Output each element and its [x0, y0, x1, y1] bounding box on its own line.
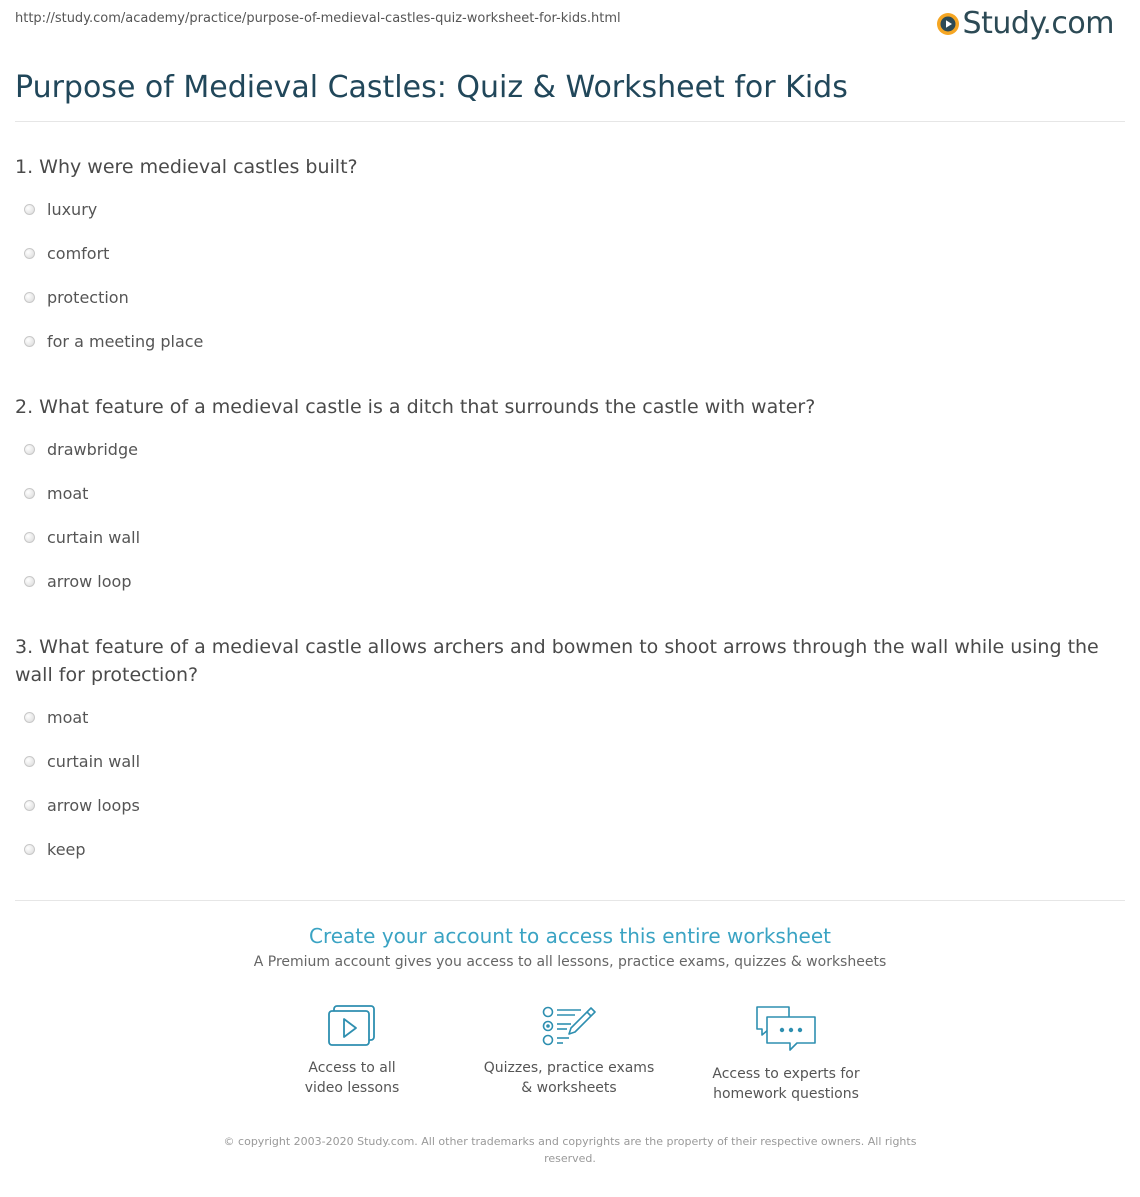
option-label: moat [47, 484, 89, 503]
radio-button[interactable] [24, 844, 35, 855]
answer-option[interactable] [24, 244, 109, 263]
answer-option[interactable] [24, 796, 140, 815]
option-label: moat [47, 708, 89, 727]
promo-subtitle: A Premium account gives you access to all lessons, practice exams, quizzes & worksheets [253, 954, 887, 970]
radio-button[interactable] [24, 336, 35, 347]
logo-play-icon [936, 12, 960, 36]
option-label: arrow loops [47, 796, 140, 815]
question-text: 2. What feature of a medieval castle is a ditch that surrounds the castle with water? [15, 396, 816, 418]
promo-divider [15, 900, 1125, 901]
question-text: 1. Why were medieval castles built? [15, 156, 358, 178]
radio-button[interactable] [24, 444, 35, 455]
radio-button[interactable] [24, 800, 35, 811]
option-label: drawbridge [47, 440, 138, 459]
radio-button[interactable] [24, 712, 35, 723]
copyright-footer: © copyright 2003-2020 Study.com. All other trademarks and copyrights are the property of their respective owners. All rights reserved. [223, 1135, 917, 1165]
feature-label: Access to all video lessons [304, 1060, 400, 1096]
radio-button[interactable] [24, 204, 35, 215]
feature-quizzes [469, 1004, 669, 1098]
question-text: 3. What feature of a medieval castle allows archers and bowmen to shoot arrows through the wall while using the wall for protection? [15, 636, 1099, 686]
radio-button[interactable] [24, 756, 35, 767]
answer-option[interactable] [24, 288, 129, 307]
option-label: for a meeting place [47, 332, 204, 351]
option-label: curtain wall [47, 752, 141, 771]
answer-option[interactable] [24, 332, 203, 351]
study-logo[interactable] [936, 6, 1114, 41]
answer-option[interactable] [24, 200, 97, 219]
radio-button[interactable] [24, 488, 35, 499]
radio-button[interactable] [24, 248, 35, 259]
chat-bubbles-icon [753, 1004, 819, 1054]
page-url: http://study.com/academy/practice/purpose-of-medieval-castles-quiz-worksheet-for-kids.html [15, 11, 621, 26]
option-label: luxury [47, 200, 98, 219]
quiz-checklist-icon [541, 1004, 597, 1048]
answer-option[interactable] [24, 528, 140, 547]
feature-label: Access to experts for homework questions [712, 1066, 860, 1102]
page-title: Purpose of Medieval Castles: Quiz & Worksheet for Kids [15, 70, 848, 105]
answer-option[interactable] [24, 752, 140, 771]
answer-option[interactable] [24, 484, 88, 503]
feature-experts [686, 1004, 886, 1104]
answer-option[interactable] [24, 440, 138, 459]
answer-option[interactable] [24, 708, 88, 727]
radio-button[interactable] [24, 292, 35, 303]
option-label: curtain wall [47, 528, 141, 547]
video-lessons-icon [326, 1004, 378, 1048]
radio-button[interactable] [24, 576, 35, 587]
option-label: comfort [47, 244, 110, 263]
option-label: arrow loop [47, 572, 132, 591]
logo-text: Study.com [962, 6, 1114, 41]
title-divider [15, 121, 1125, 122]
feature-label: Quizzes, practice exams & worksheets [483, 1060, 655, 1096]
answer-option[interactable] [24, 840, 86, 859]
feature-video-lessons [252, 1004, 452, 1098]
option-label: keep [47, 840, 86, 859]
answer-option[interactable] [24, 572, 131, 591]
create-account-link[interactable]: Create your account to access this entire worksheet [309, 924, 831, 948]
option-label: protection [47, 288, 129, 307]
radio-button[interactable] [24, 532, 35, 543]
